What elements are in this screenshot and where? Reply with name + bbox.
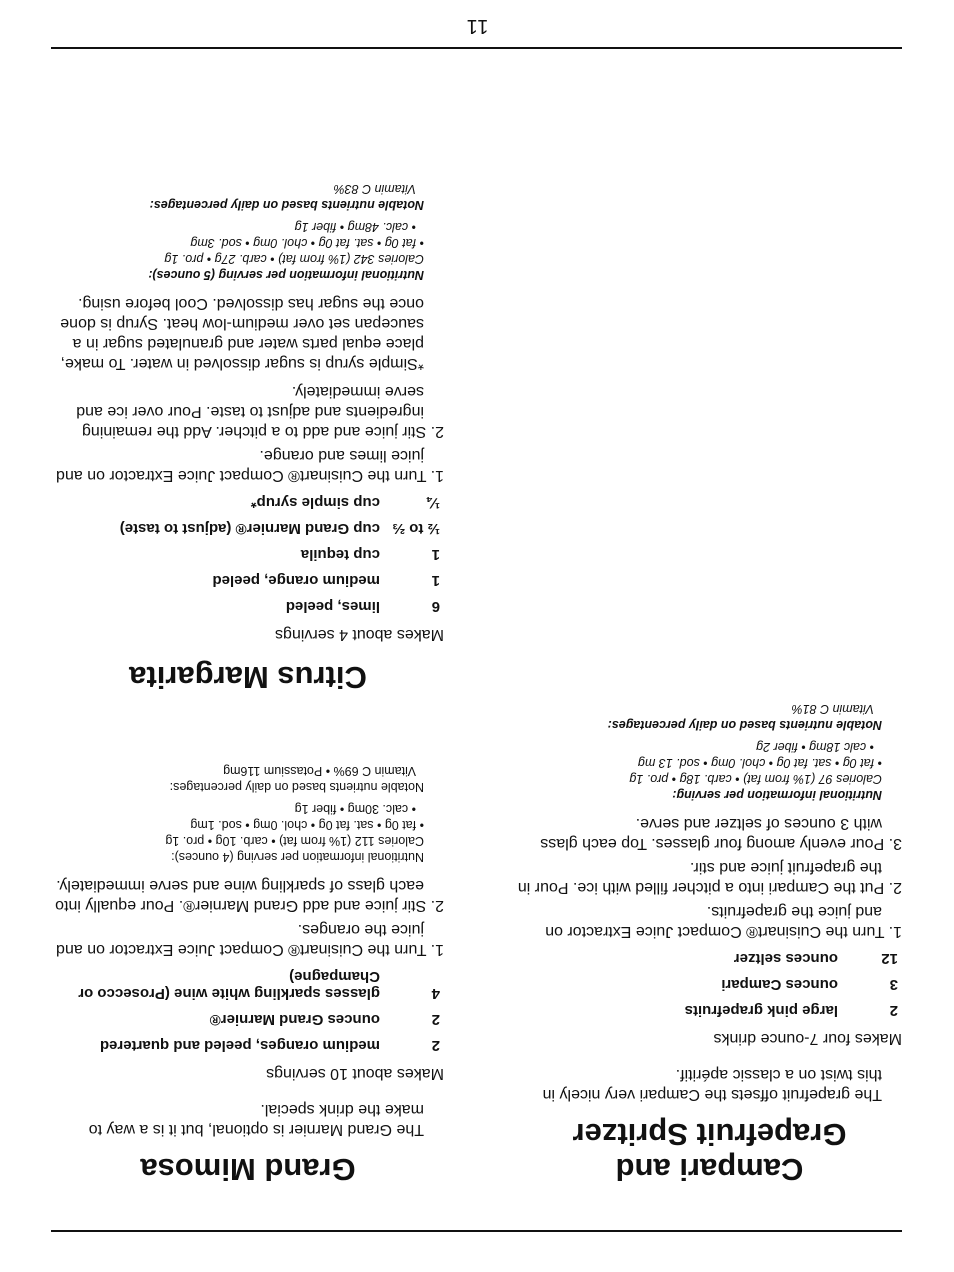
recipe-step: 3. Pour evenly among four glasses. Top each glass with 3 ounces of seltzer and serve. — [540, 815, 902, 852]
recipe-step: 1. Turn the Cuisinart® Compact Juice Extractor on and juice limes and orange. — [56, 447, 444, 484]
recipe-column-right — [52, 181, 444, 1187]
ingredient-row: 6 limes, peeled — [285, 598, 440, 615]
recipe-intro: The grapefruit offsets the Campari very nicely in this twist on a classic apéritif. — [542, 1066, 882, 1103]
recipe-title: Citrus Margarita — [129, 660, 367, 695]
ingredient-row: 12 ounces seltzer — [733, 950, 898, 967]
ingredient-row: 3 ounces Campari — [721, 976, 898, 993]
recipe-step: 2. Stir juice and add to a pitcher. Add the remaining ingredients and adjust to taste. Pour over ice and serve immediately. — [76, 383, 444, 440]
recipe-steps — [52, 381, 444, 485]
ingredient-row: 4 glasses sparkling white wine (Prosecco or Champagne) — [78, 968, 440, 1002]
simple-syrup-note: *Simple syrup is sugar dissolved in water. To make, place equal parts water and granulated sugar in a saucepan set over medium-low heat. Syrup is done once the sugar has dissolved. Cool before using. — [60, 295, 424, 372]
ingredient-row: 1 cup tequila — [300, 546, 440, 563]
recipe-yield: Makes four 7-ounce drinks — [713, 1030, 902, 1047]
nutrition-info: Nutritional information per serving: Calories 97 (1% from fat) • carb. 18g • pro. 1g • fat 0g • sat. fat 0g • chol. 0mg • sod. 13 mg • calc 18mg • fiber 2g Notable nutrients based on daily percentages: Vitamin C 81% — [607, 702, 882, 802]
ingredient-row: 2 ounces Grand Marnier® — [209, 1011, 440, 1028]
recipe-steps — [517, 813, 902, 941]
ingredient-row: 2 large pink grapefruits — [684, 1002, 898, 1019]
recipe-intro: The Grand Marnier is optional, but it is a way to make the drink special. — [88, 1101, 424, 1138]
recipe-step: 1. Turn the Cuisinart® Compact Juice Extractor on and juice the grapefruits. — [545, 903, 902, 940]
recipe-yield: Makes about 10 servings — [266, 1065, 444, 1082]
nutrition-info: Nutritional information per serving (4 ounces): Calories 112 (1% from fat) • carb. 10g • pro. 1g • fat 0g • sat. fat 0g • chol. 0mg • sod. 1mg • calc. 30mg • fiber 1g Notable nutrients based on daily percentages: Vitamin C 69% • Potassium 116mg — [165, 764, 424, 864]
top-rule — [51, 1230, 902, 1232]
recipe-yield: Makes about 4 servings — [275, 626, 444, 643]
recipe-step: 2. Put the Campari into a pitcher filled with ice. Pour in the grapefruit juice and stir. — [517, 859, 902, 896]
ingredient-row: ¼ cup simple syrup* — [250, 494, 440, 511]
ingredient-row: 1 medium orange, peeled — [212, 572, 440, 589]
recipe-campari-spritzer — [517, 701, 902, 1187]
recipe-step: 2. Stir juice and add Grand Marnier®. Pour equally into each glass of sparkling wine and serve immediately. — [55, 877, 444, 914]
recipe-step: 1. Turn the Cuisinart® Compact Juice Extractor on and juice the oranges. — [56, 921, 444, 958]
recipe-title: Grand Mimosa — [140, 1152, 356, 1187]
ingredient-row: 2 medium oranges, peeled and quartered — [99, 1037, 440, 1054]
recipe-title: Campari and Grapefruit Spritzer — [572, 1117, 847, 1187]
bottom-rule — [51, 47, 902, 49]
page-number: 11 — [465, 15, 489, 37]
ingredient-row: ½ to ⅔ cup Grand Marnier® (adjust to taste) — [119, 520, 440, 537]
recipe-steps — [52, 875, 444, 959]
nutrition-info: Nutritional information per serving (5 ounces): Calories 342 (1% from fat) • carb. 27g • pro. 1g • fat 0g • sat. fat 0g • chol. 0mg • sod. 3mg • calc. 48mg • fiber 1g Notable nutrients based on daily percentages: Vitamin C 83% — [148, 182, 424, 282]
